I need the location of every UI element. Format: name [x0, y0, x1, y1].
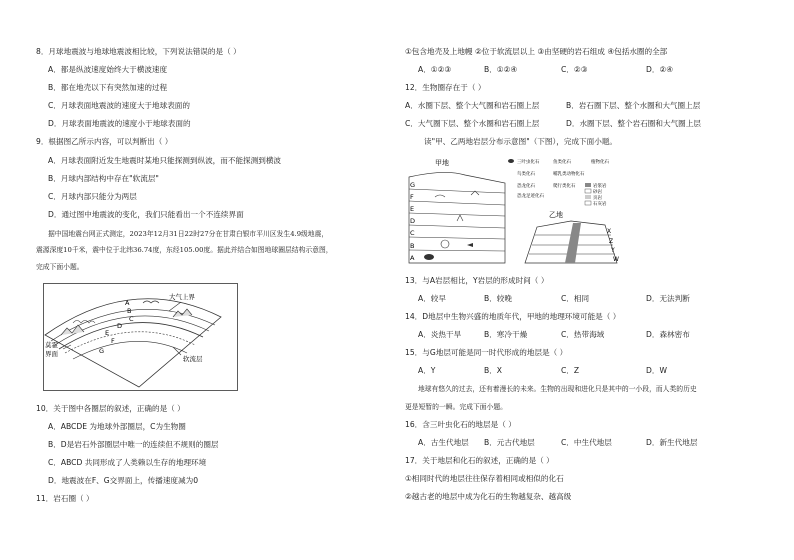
trilobite-fossil-icon — [424, 254, 434, 260]
q9-option-d[interactable]: D．通过图中地震波的变化，我们只能看出一个不连续界面 — [48, 210, 244, 219]
read-figure-instruction: 读"甲、乙两地岩层分布示意图"（下图），完成下面小题。 — [424, 137, 618, 146]
earth-layers-figure — [43, 283, 238, 391]
q15-option-d[interactable]: D．W — [646, 366, 667, 375]
legend-item: 鱼类化石 — [553, 160, 571, 165]
layer-label-e: E — [105, 329, 110, 337]
q16-stem: 16．含三叶虫化石的地层是（ ） — [405, 420, 516, 429]
q8-option-d[interactable]: D．月球表面地震波的速度小于地球表面的 — [48, 119, 191, 128]
layer-label-b: B — [127, 307, 132, 315]
q17-statement-2: ②越古老的地层中成为化石的生物越复杂、越高级 — [405, 492, 572, 501]
layer-label-g: G — [99, 347, 105, 355]
intro-paragraph-line: 震源深度10千米，震中位于北纬36.74度，东经105.00度。据此并结合如图地球圈层结构示意图， — [36, 246, 333, 254]
q14-option-a[interactable]: A．炎热干旱 — [418, 330, 462, 339]
q15-option-b[interactable]: B．X — [484, 366, 503, 375]
legend-item: 恐龙化石 — [517, 184, 535, 189]
legend-item: 植物化石 — [591, 160, 609, 165]
q13-option-a[interactable]: A．较早 — [418, 294, 446, 303]
stratum-label-d: D — [410, 217, 416, 225]
legend-trilobite-icon — [508, 159, 514, 163]
q16-option-b[interactable]: B．元古代地层 — [484, 438, 535, 447]
moho-label: 界面 — [45, 350, 58, 358]
legend-item: 石灰岩 — [593, 202, 607, 207]
q12-stem: 12．生物圈存在于（ ） — [405, 83, 486, 92]
q11-options-statement: ①包含地壳及上地幔 ②位于软流层以上 ③由坚硬的岩石组成 ④包括水圈的全部 — [405, 47, 668, 56]
strata-figure — [405, 153, 629, 266]
q14-option-b[interactable]: B．寒冷干燥 — [484, 330, 528, 339]
layer-label-a: A — [125, 299, 130, 307]
q14-stem: 14．D地层中生物兴盛的地质年代，甲地的地理环境可能是（ ） — [405, 312, 621, 321]
q12-option-b[interactable]: B．岩石圈下层、整个水圈和大气圈上层 — [566, 101, 701, 110]
intro-paragraph-line: 更是短暂的一瞬。完成下面小题。 — [405, 403, 507, 411]
stratum-label-g: G — [410, 181, 416, 189]
q14-option-d[interactable]: D．森林密布 — [646, 330, 690, 339]
q12-option-d[interactable]: D．水圈下层、整个岩石圈和大气圈上层 — [566, 119, 701, 128]
moho-label: 莫霍 — [45, 341, 58, 349]
intro-paragraph-line: 据中国地震台网正式测定，2023年12月31日22时27分在甘肃白银市平川区发生4.9级地震， — [48, 230, 329, 238]
layer-label-f: F — [111, 337, 115, 345]
legend-item: 哺乳类动物化石 — [553, 172, 585, 177]
q10-option-b[interactable]: B．D是岩石外部圈层中唯一的连续但不规则的圈层 — [48, 440, 219, 449]
q14-option-c[interactable]: C．热带海域 — [561, 330, 605, 339]
stratum-label-a: A — [410, 254, 415, 262]
q9-option-b[interactable]: B．月球内部结构中存在"软流层" — [48, 174, 159, 183]
q17-statement-1: ①相同时代的地层往往保存着相同或相似的化石 — [405, 474, 564, 483]
legend-item: 页岩 — [593, 196, 602, 201]
q13-option-d[interactable]: D．无法判断 — [646, 294, 690, 303]
q13-option-c[interactable]: C．相同 — [561, 294, 590, 303]
q11-option-d[interactable]: D．②④ — [646, 65, 674, 74]
q15-option-a[interactable]: A．Y — [418, 366, 436, 375]
q15-stem: 15．与G地层可能是同一时代形成的地层是（ ） — [405, 348, 568, 357]
q16-option-c[interactable]: C．中生代地层 — [561, 438, 612, 447]
stratum-label-e: E — [410, 205, 415, 213]
q11-option-b[interactable]: B．①②④ — [484, 65, 518, 74]
asthenosphere-label: 软流层 — [183, 355, 203, 363]
legend-item: 爬行类化石 — [553, 184, 576, 189]
q9-option-c[interactable]: C．月球内部只能分为两层 — [48, 192, 137, 201]
intro-paragraph-line: 完成下面小题。 — [36, 263, 84, 271]
stratum-label-b: B — [410, 242, 415, 250]
layer-label-d: D — [117, 322, 123, 330]
legend-item: 鸟类化石 — [517, 172, 535, 177]
q8-stem: 8．月球地震波与地球地震波相比较，下列说法错误的是（ ） — [36, 47, 241, 56]
q13-option-b[interactable]: B．较晚 — [484, 294, 512, 303]
stratum-label-z: Z — [609, 238, 614, 245]
q12-option-c[interactable]: C．大气圈下层、整个水圈和岩石圈上层 — [405, 119, 540, 128]
q9-option-a[interactable]: A．月球表面附近发生地震时某地只能探测到纵波，而不能探测到横波 — [48, 156, 282, 165]
q10-stem: 10．关于图中各圈层的叙述，正确的是（ ） — [36, 404, 185, 413]
legend-item: 三叶虫化石 — [517, 160, 540, 165]
q15-option-c[interactable]: C．Z — [561, 366, 580, 375]
q11-option-c[interactable]: C．②③ — [561, 65, 588, 74]
stratum-label-y: Y — [611, 247, 615, 254]
q11-stem: 11．岩石圈（ ） — [36, 494, 94, 503]
site-jia-label: 甲地 — [435, 159, 449, 167]
q11-option-a[interactable]: A．①②③ — [418, 65, 452, 74]
legend-shale-icon — [585, 195, 591, 199]
q10-option-a[interactable]: A．ABCDE 为地球外部圈层，C为生物圈 — [48, 422, 186, 431]
legend-sandstone-icon — [585, 189, 591, 193]
legend-item: 岩浆岩 — [593, 184, 607, 189]
q17-stem: 17．关于地层和化石的叙述，正确的是（ ） — [405, 456, 554, 465]
site-yi-label: 乙地 — [549, 211, 563, 219]
q10-option-c[interactable]: C．ABCD 共同形成了人类赖以生存的地理环境 — [48, 458, 207, 467]
q10-option-d[interactable]: D．地震波在F、G交界面上，传播速度减为0 — [48, 476, 199, 485]
stratum-label-w: W — [613, 256, 619, 263]
legend-item: 砂岩 — [593, 190, 602, 195]
q16-option-d[interactable]: D．新生代地层 — [646, 438, 698, 447]
q16-option-a[interactable]: A．古生代地层 — [418, 438, 469, 447]
stratum-label-c: C — [410, 229, 415, 237]
legend-igneous-icon — [585, 183, 591, 187]
stratum-label-x: X — [607, 228, 612, 235]
intro-paragraph-line: 地球有悠久的过去，还有着漫长的未来。生物的出现和进化只是其中的一小段，而人类的历史 — [418, 385, 697, 393]
q8-option-a[interactable]: A．都是纵波速度始终大于横波速度 — [48, 65, 168, 74]
q8-option-b[interactable]: B．都在地壳以下有突然加速的过程 — [48, 83, 168, 92]
q9-stem: 9．根据图乙所示内容，可以判断出（ ） — [36, 137, 173, 146]
q12-option-a[interactable]: A．水圈下层、整个大气圈和岩石圈上层 — [405, 101, 540, 110]
q8-option-c[interactable]: C．月球表面地震波的速度大于地球表面的 — [48, 101, 190, 110]
atmosphere-top-label: 大气上界 — [169, 293, 195, 301]
layer-label-c: C — [129, 315, 134, 323]
stratum-label-f: F — [410, 193, 414, 201]
legend-limestone-icon — [585, 201, 591, 205]
legend-item: 恐龙足迹化石 — [517, 194, 544, 199]
q13-stem: 13．与A岩层相比，Y岩层的形成时间（ ） — [405, 276, 549, 285]
